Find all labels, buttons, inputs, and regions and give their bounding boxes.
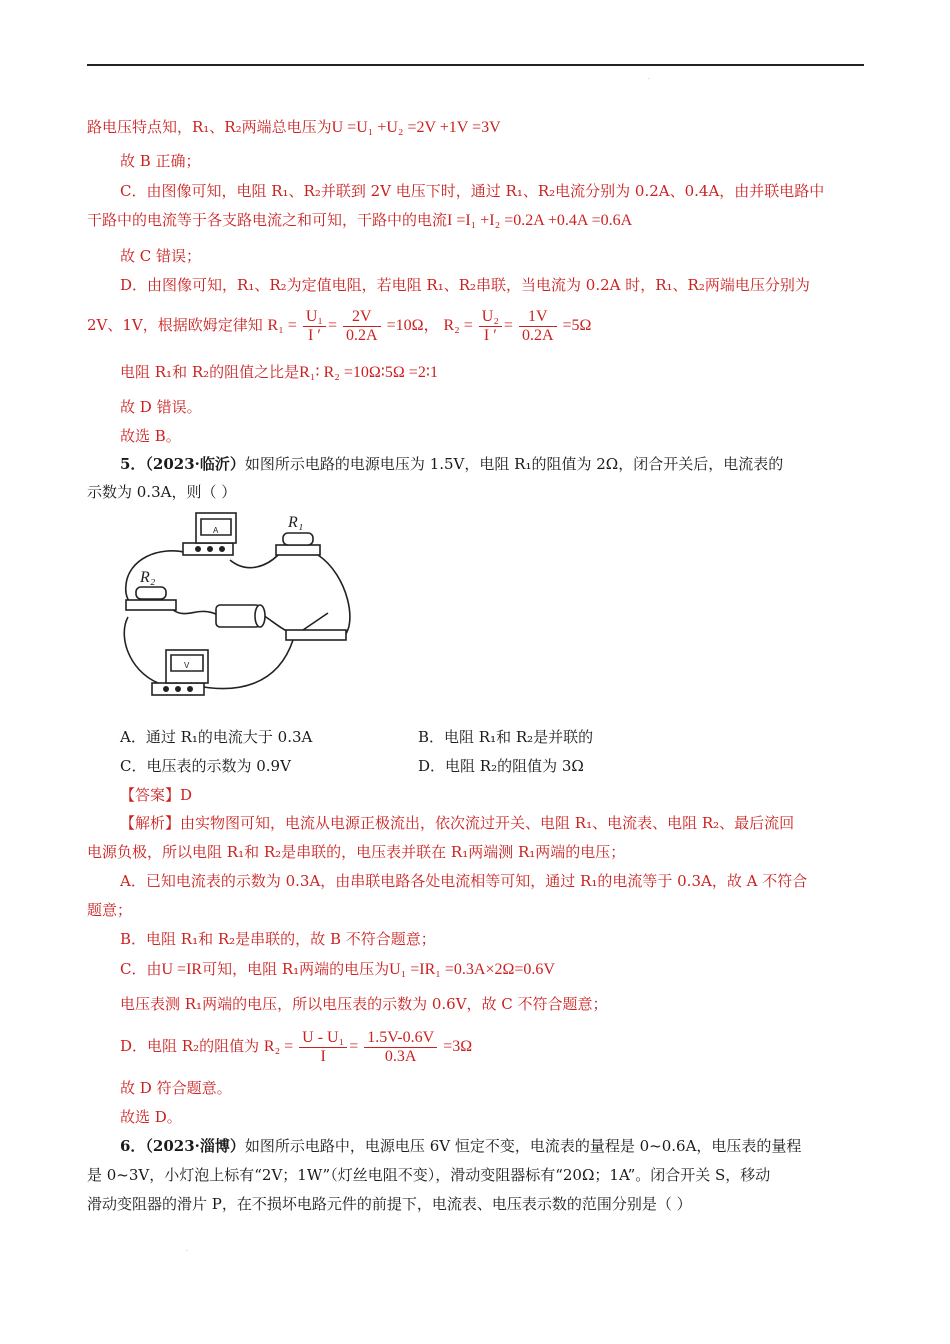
question-6-line-3: 滑动变阻器的滑片 P，在不损坏电路元件的前提下，电流表、电压表示数的范围分别是（ ） — [87, 1195, 692, 1213]
line-10: 故选 B。 — [120, 427, 181, 445]
explanation-3: A．已知电流表的示数为 0.3A，由串联电路各处电流相等可知，通过 R₁的电流等于 0.3A，故 A 不符合 — [120, 872, 808, 890]
r1-formula: R₁ = $\frac{\text{U₁}}{I '}$ = $\frac{2V}{0.2A}$ =10Ω， — [267, 307, 440, 344]
question-6-line-1: 6．（2023·淄博）如图所示电路中，电源电压 6V 恒定不变，电流表的量程是 0~0.6A，电压表的量程 — [120, 1137, 802, 1155]
answer: 【答案】D — [120, 786, 193, 804]
option-d: D．电阻 R₂的阻值为 3Ω — [418, 757, 584, 775]
explanation-8: D．电阻 R₂的阻值为 R₂ = $\frac{\text{U - U₁}}{I}$ = $\frac{1.5V-0.6V}{0.3A}$ =3Ω — [120, 1028, 473, 1065]
option-b: B．电阻 R₁和 R₂是并联的 — [418, 728, 594, 746]
line-2: 故 B 正确； — [120, 152, 201, 170]
explanation-9: 故 D 符合题意。 — [120, 1079, 232, 1097]
r2-calc-formula: R₂ = $\frac{\text{U - U₁}}{I}$ = $\frac{1.5V-0.6V}{0.3A}$ =3Ω — [263, 1028, 473, 1065]
r2-formula: R₂ = $\frac{\text{U₂}}{I '}$ = $\frac{1V}{0.2A}$ =5Ω — [443, 307, 592, 344]
line-4: 干路中的电流等于各支路电流之和可知，干路中的电流I =I₁ +I₂ =0.2A +0.4A =0.6A — [87, 211, 633, 229]
option-c: C．电压表的示数为 0.9V — [120, 757, 291, 775]
speck: · — [648, 76, 650, 83]
question-5-line-2: 示数为 0.3A，则（ ） — [87, 483, 237, 501]
question-6-line-2: 是 0~3V，小灯泡上标有“2V；1W”（灯丝电阻不变），滑动变阻器标有“20Ω；1A”。闭合开关 S，移动 — [87, 1166, 771, 1184]
explanation-5: B．电阻 R₁和 R₂是串联的，故 B 不符合题意； — [120, 930, 436, 948]
circuit-diagram — [118, 505, 353, 705]
explanation-10: 故选 D。 — [120, 1108, 182, 1126]
r1-label: R₁ — [288, 514, 304, 531]
r2-label: R₂ — [140, 569, 156, 586]
explanation-6: C．由U =IR可知，电阻 R₁两端的电压为U₁ =IR₁ =0.3A×2Ω=0.6V — [120, 960, 555, 978]
line-9: 故 D 错误。 — [120, 398, 202, 416]
explanation-1: 【解析】由实物图可知，电流从电源正极流出，依次流过开关、电阻 R₁、电流表、电阻 R₂、最后流回 — [120, 814, 795, 832]
header-rule — [87, 64, 864, 66]
speck: · — [186, 1248, 188, 1255]
voltmeter-label: V — [184, 661, 190, 670]
question-5-line-1: 5．（2023·临沂）如图所示电路的电源电压为 1.5V，电阻 R₁的阻值为 2Ω，闭合开关后，电流表的 — [120, 455, 784, 473]
line-5: 故 C 错误； — [120, 247, 202, 265]
option-a: A．通过 R₁的电流大于 0.3A — [120, 728, 313, 746]
line-7: 2V、1V，根据欧姆定律知 R₁ = $\frac{\text{U₁}}{I '}$ = $\frac{2V}{0.2A}$ =10Ω， R₂ = $\frac{\text{U₂}}{I '}$ = $\frac{1V}{0.2A}$ =5Ω — [87, 307, 592, 344]
line-6: D．由图像可知，R₁、R₂为定值电阻，若电阻 R₁、R₂串联，当电流为 0.2A 时，R₁、R₂两端电压分别为 — [120, 276, 810, 294]
line-3: C．由图像可知，电阻 R₁、R₂并联到 2V 电压下时，通过 R₁、R₂电流分别为 0.2A、0.4A，由并联电路中 — [120, 182, 825, 200]
explanation-4: 题意； — [87, 901, 133, 919]
explanation-2: 电源负极，所以电阻 R₁和 R₂是串联的，电压表并联在 R₁两端测 R₁两端的电压； — [87, 843, 626, 861]
line-1: 路电压特点知，R₁、R₂两端总电压为U =U₁ +U₂ =2V +1V =3V — [87, 118, 501, 136]
ammeter-label: A — [213, 526, 219, 535]
line-8: 电阻 R₁和 R₂的阻值之比是R₁∶ R₂ =10Ω∶5Ω =2∶1 — [120, 363, 438, 381]
explanation-7: 电压表测 R₁两端的电压，所以电压表的示数为 0.6V，故 C 不符合题意； — [120, 995, 608, 1013]
